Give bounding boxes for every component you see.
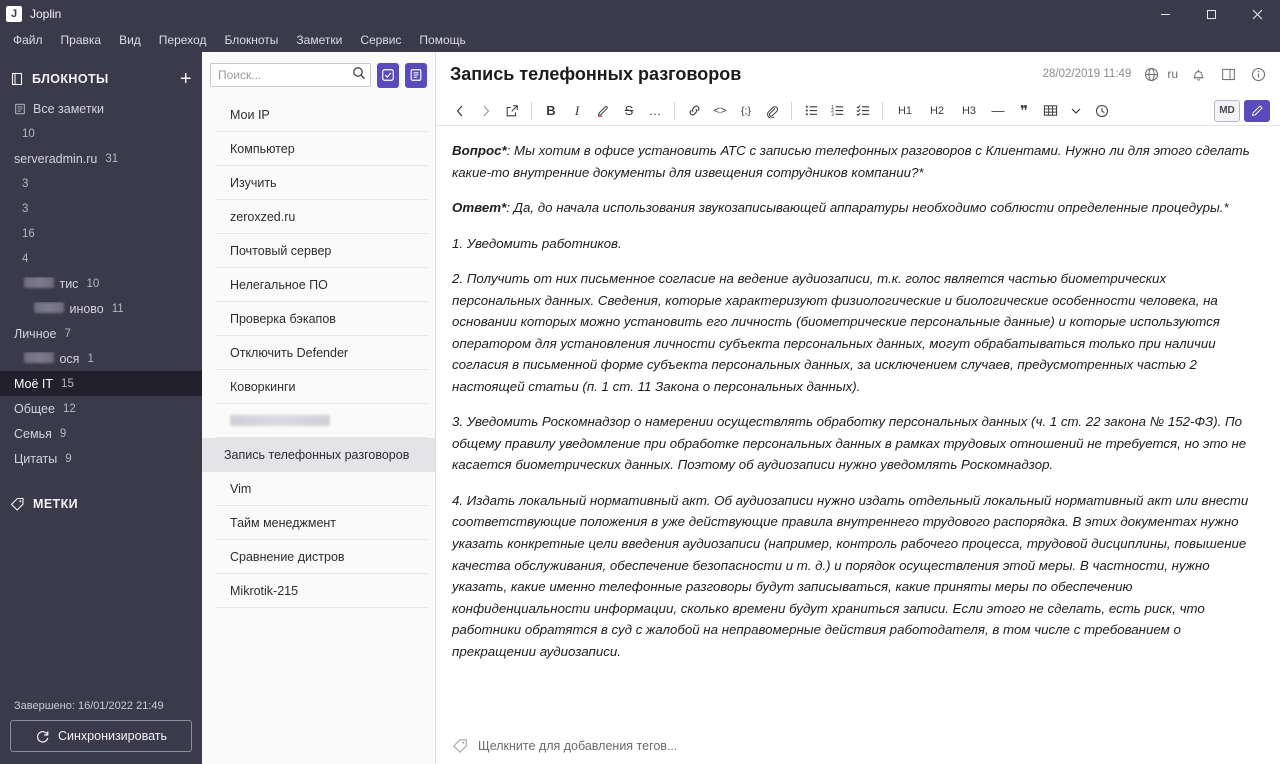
list-item[interactable] <box>216 132 427 166</box>
note-paragraph <box>452 411 1258 476</box>
menu-edit[interactable]: Правка <box>60 33 102 47</box>
heading-1-button[interactable]: H1 <box>897 104 913 117</box>
tags-header-label: МЕТКИ <box>33 497 78 511</box>
sidebar-item-label: тис <box>14 277 78 291</box>
sidebar-item-label: Общее <box>14 401 55 416</box>
checkbox-list-icon[interactable] <box>851 99 875 123</box>
italic-button[interactable]: I <box>574 102 580 118</box>
list-item[interactable] <box>216 302 427 336</box>
sidebar-item-13[interactable] <box>0 421 202 446</box>
list-item[interactable] <box>216 336 427 370</box>
sidebar-item-14[interactable] <box>0 446 202 471</box>
notebook-list <box>0 96 202 471</box>
search-icon[interactable] <box>352 66 366 80</box>
blurred-note-title <box>230 415 330 426</box>
close-button[interactable] <box>1234 0 1280 28</box>
toolbar-right-group <box>1214 100 1270 122</box>
sidebar-item-0[interactable] <box>0 96 202 121</box>
strikethrough-button[interactable]: S <box>624 103 634 118</box>
highlight-icon[interactable] <box>591 99 615 123</box>
table-icon[interactable] <box>1038 99 1062 123</box>
toolbar-separator-2 <box>674 102 675 120</box>
notebooks-header-label: БЛОКНОТЫ <box>32 72 109 86</box>
menu-view[interactable]: Вид <box>119 33 141 47</box>
menu-goto[interactable]: Переход <box>158 33 207 47</box>
sidebar <box>0 52 202 764</box>
sidebar-item-count: 15 <box>61 377 74 390</box>
list-item[interactable] <box>216 200 427 234</box>
sidebar-item-11[interactable] <box>0 371 202 396</box>
sidebar-item-count: 12 <box>62 402 76 415</box>
code-block-button[interactable]: {;} <box>741 104 751 117</box>
sidebar-item-label: Семья <box>14 426 52 441</box>
note-title-label: Отключить Defender <box>230 345 349 360</box>
paragraph-text: 3. Уведомить Роскомнадзор о намерении осуществлять обработку персональных данных (ч. 1 ст. 22 закона № 152-ФЗ). По общему правилу уведомление при обработке персональных данных в рамках трудовых отношений не требуется, но это не касается биометрических данных. Поэтому об аудиозаписи нужно уведомлять Роскомнадзор. <box>452 414 1247 473</box>
minimize-button[interactable] <box>1142 0 1188 28</box>
sidebar-item-12[interactable] <box>0 396 202 421</box>
note-title-label: Сравнение дистров <box>230 549 345 564</box>
forward-button[interactable] <box>474 99 498 123</box>
window-controls <box>1142 0 1280 28</box>
note-language: ru <box>1167 67 1178 81</box>
paragraph-lead: Ответ* <box>452 200 507 216</box>
sidebar-item-3[interactable] <box>0 171 202 196</box>
new-note-button[interactable] <box>405 63 427 88</box>
sidebar-item-label: Цитаты <box>14 451 58 466</box>
blurred-label <box>24 352 54 363</box>
notebooks-header <box>0 62 202 96</box>
svg-text:3: 3 <box>830 113 834 118</box>
note-title-label: Коворкинги <box>230 379 296 394</box>
note-title-label: Mikrotik-215 <box>230 583 299 598</box>
link-icon[interactable] <box>682 99 706 123</box>
app-logo-icon: J <box>6 6 22 22</box>
sidebar-item-label: ося <box>14 352 79 366</box>
note-editor <box>436 52 1280 764</box>
list-item[interactable] <box>216 98 427 132</box>
info-icon[interactable] <box>1248 64 1268 84</box>
note-list-panel <box>202 52 436 764</box>
toolbar-separator-1 <box>531 102 532 120</box>
layout-icon[interactable] <box>1218 64 1238 84</box>
list-item[interactable] <box>202 438 435 472</box>
tag-icon <box>10 497 25 512</box>
quote-button[interactable]: ❞ <box>1019 102 1029 120</box>
inline-code-button[interactable]: <> <box>713 104 727 117</box>
note-list-toolbar <box>202 52 435 98</box>
paragraph-text: : Мы хотим в офисе установить АТС с записью телефонных разговоров с Клиентами. Нужно ли для этого сделать какие-то внутренние документы для извещения сотрудников компании?* <box>452 143 1250 180</box>
title-bar <box>0 0 1280 28</box>
sidebar-item-count: 3 <box>22 202 29 215</box>
add-notebook-button[interactable]: + <box>179 68 192 90</box>
sidebar-item-label: иново <box>14 302 104 316</box>
clock-icon[interactable] <box>1090 99 1114 123</box>
sidebar-item-8[interactable] <box>0 296 202 321</box>
paragraph-text: : Да, до начала использования звукозаписывающей аппаратуры необходимо соблюсти определенные процедуры.* <box>506 200 1229 216</box>
sidebar-item-count: 3 <box>22 177 29 190</box>
sync-icon <box>35 729 50 744</box>
list-item[interactable] <box>216 574 427 608</box>
list-item[interactable] <box>216 234 427 268</box>
sidebar-item-count: 7 <box>64 327 71 340</box>
back-button[interactable] <box>448 99 472 123</box>
menu-notes[interactable]: Заметки <box>296 33 343 47</box>
paragraph-text: 2. Получить от них письменное согласие на ведение аудиозаписи, т.к. голос является частью биометрических персональных данных. Сведения, которые характеризуют физиологические и биологические особенности человека, на основании которых можно установить его личность (биометрические персональные данные) и которые используются оператором для установления личности субъекта персональных данных, могут обрабатываться только при наличии согласия в письменной форме субъекта персональных данных, за исключением случаев, предусмотренных частью 2 настоящей статьи (п. 1 ст. 11 Закона о персональных данных). <box>452 271 1220 394</box>
list-item[interactable] <box>216 506 427 540</box>
note-content[interactable] <box>436 126 1280 728</box>
heading-2-button[interactable]: H2 <box>929 104 945 117</box>
note-date: 28/02/2019 11:49 <box>1042 68 1132 80</box>
paragraph-text: 4. Издать локальный нормативный акт. Об аудиозаписи нужно издать отдельный локальный нормативный акт или внести соответствующие положения в уже действующие правила внутреннего трудового распорядка. В этих документах нужно указать конкретные цели введения аудиозаписи (например, контроль рабочего процесса, трудовой дисциплины, повышение качества обслуживания, обеспечение безопасности и т. д.) и порядок осуществления этой меры. В частности, нужно указать, какие именно телефонные разговоры будут записываться, какие приняты меры по обеспечению конфиденциальности информации, сколько времени будут храниться записи. Если этого не сделать, есть риск, что работники обратятся в суд с жалобой на неправомерные действия работодателя, в том числе с требованием о прекращении аудиозаписи. <box>452 492 1249 659</box>
sidebar-item-label: serveradmin.ru <box>14 151 98 166</box>
svg-text:1: 1 <box>830 105 834 111</box>
sync-status-text: Завершено: 16/01/2022 21:49 <box>14 700 164 712</box>
list-item[interactable] <box>216 540 427 574</box>
sidebar-item-7[interactable] <box>0 271 202 296</box>
note-title[interactable]: Запись телефонных разговоров <box>450 63 742 84</box>
chevron-down-icon[interactable] <box>1064 99 1088 123</box>
main-body <box>0 52 1280 764</box>
tag-bar[interactable] <box>436 728 1280 764</box>
sidebar-item-count: 1 <box>87 352 94 365</box>
note-title-label: Vim <box>230 481 252 496</box>
note-title-label: zeroxzed.ru <box>230 209 296 224</box>
paragraph-text: 1. Уведомить работников. <box>452 235 622 251</box>
toolbar-separator-3 <box>791 102 792 120</box>
search-wrapper <box>210 63 371 87</box>
list-item[interactable] <box>216 370 427 404</box>
sidebar-item-count: 9 <box>59 427 67 440</box>
sidebar-footer <box>0 694 202 764</box>
sidebar-item-1[interactable] <box>0 121 202 146</box>
note-paragraph <box>452 490 1258 662</box>
menu-tools[interactable]: Сервис <box>360 33 402 47</box>
sidebar-item-4[interactable] <box>0 196 202 221</box>
all-notes-icon <box>14 103 26 115</box>
attachment-icon[interactable] <box>760 99 784 123</box>
sidebar-item-count: 4 <box>22 252 29 265</box>
svg-text:2: 2 <box>830 109 834 115</box>
note-header <box>436 52 1280 96</box>
paragraph-lead: Вопрос* <box>452 143 507 158</box>
note-title-label: Проверка бэкапов <box>230 311 336 326</box>
note-title-label: Нелегальное ПО <box>230 277 328 292</box>
note-list[interactable] <box>202 98 435 764</box>
note-paragraph <box>452 197 1258 219</box>
alarm-icon[interactable] <box>1188 64 1208 84</box>
tag-placeholder-label: Щелкните для добавления тегов... <box>478 739 678 753</box>
toolbar-separator-4 <box>882 102 883 120</box>
search-input[interactable] <box>210 63 371 87</box>
list-item[interactable] <box>216 404 427 438</box>
bullet-list-icon[interactable] <box>799 99 823 123</box>
synchronize-button[interactable] <box>10 720 192 752</box>
notebook-icon <box>10 72 24 86</box>
sidebar-item-count: 16 <box>22 227 35 240</box>
note-paragraph <box>452 268 1258 397</box>
globe-icon[interactable] <box>1141 64 1161 84</box>
heading-3-button[interactable]: H3 <box>961 104 977 117</box>
note-title-label: Запись телефонных разговоров <box>224 447 410 462</box>
sidebar-item-label: Личное <box>14 326 57 341</box>
sidebar-item-9[interactable] <box>0 321 202 346</box>
horizontal-rule-button[interactable]: — <box>991 103 1005 118</box>
new-todo-button[interactable] <box>377 63 399 88</box>
markdown-mode-button[interactable]: MD <box>1214 100 1240 122</box>
menu-bar <box>0 28 1280 52</box>
editor-toolbar <box>436 96 1280 126</box>
note-title-label: Изучить <box>230 175 277 190</box>
open-external-icon[interactable] <box>500 99 524 123</box>
blurred-label <box>24 277 54 288</box>
sidebar-item-label: Моё IT <box>14 376 54 391</box>
sidebar-item-count: 9 <box>65 452 72 465</box>
note-paragraph <box>452 233 1258 255</box>
editor-mode-button[interactable] <box>1244 100 1270 122</box>
sidebar-item-2[interactable] <box>0 146 202 171</box>
note-title-label: Почтовый сервер <box>230 243 332 258</box>
note-title-label: Тайм менеджмент <box>230 515 337 530</box>
list-item[interactable] <box>216 166 427 200</box>
sidebar-item-5[interactable] <box>0 221 202 246</box>
bold-button[interactable]: B <box>546 103 556 118</box>
sidebar-item-10[interactable] <box>0 346 202 371</box>
sidebar-item-count: 10 <box>22 127 35 140</box>
tag-add-icon <box>452 738 468 754</box>
numbered-list-icon[interactable] <box>825 99 849 123</box>
note-title-label: Компьютер <box>230 141 295 156</box>
app-title: Joplin <box>30 7 62 21</box>
list-item[interactable] <box>216 472 427 506</box>
sidebar-item-count: 31 <box>105 152 119 165</box>
note-title-label: Мои IP <box>230 107 270 122</box>
list-item[interactable] <box>216 268 427 302</box>
sidebar-item-6[interactable] <box>0 246 202 271</box>
sidebar-item-label: Все заметки <box>33 101 105 116</box>
note-paragraph <box>452 140 1258 183</box>
maximize-button[interactable] <box>1188 0 1234 28</box>
menu-file[interactable]: Файл <box>13 33 43 47</box>
sidebar-item-count: 11 <box>111 302 124 315</box>
more-formats-button[interactable]: … <box>648 103 662 118</box>
menu-help[interactable]: Помощь <box>419 33 466 47</box>
menu-notebooks[interactable]: Блокноты <box>224 33 279 47</box>
sidebar-item-count: 10 <box>86 277 100 290</box>
tags-header <box>0 487 202 521</box>
synchronize-label: Синхронизировать <box>58 729 167 743</box>
blurred-label <box>34 302 64 313</box>
